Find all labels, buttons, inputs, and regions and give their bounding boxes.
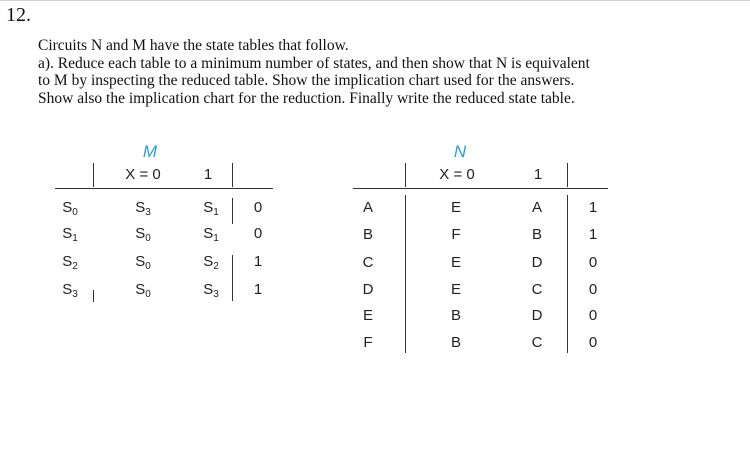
table-m-header-divider — [93, 163, 94, 187]
table-n-state: E — [362, 307, 373, 324]
table-m-state: $S_0$ — [62, 199, 78, 218]
table-n-next-x1: D — [531, 307, 543, 324]
table-m-next-x1: $S_3$ — [203, 281, 219, 300]
table-n-state: C — [362, 254, 374, 271]
table-n-state-divider — [405, 195, 406, 353]
intro-line: Circuits N and M have the state tables that follow. — [38, 37, 349, 54]
table-m-output: 1 — [253, 281, 263, 298]
table-n-next-x0: E — [450, 254, 461, 271]
table-n-header-x1: 1 — [533, 166, 543, 183]
table-m-state: $S_3$ — [62, 281, 78, 300]
instruction-line: to M by inspecting the reduced table. Show the implication chart used for the answers. — [38, 72, 575, 89]
table-n-state: B — [362, 226, 373, 243]
table-m-next-x1: $S_1$ — [203, 225, 219, 244]
table-n-next-x1: C — [531, 281, 543, 298]
table-m-output: 1 — [253, 253, 263, 270]
table-m-title: M — [142, 142, 158, 161]
table-m-state: $S_2$ — [62, 253, 78, 272]
table-n-next-x0: B — [450, 307, 461, 324]
table-n-next-x1: D — [531, 254, 543, 271]
table-n-output: 0 — [588, 334, 598, 351]
table-n-next-x0: F — [451, 226, 461, 243]
table-m-header-x1: 1 — [203, 166, 213, 183]
table-m-header-x0: X = 0 — [125, 166, 161, 183]
table-m-header-rule — [55, 188, 273, 189]
table-m-next-x0: $S_0$ — [135, 253, 151, 272]
table-n-output: 0 — [588, 254, 598, 271]
table-n-output: 0 — [588, 307, 598, 324]
instruction-line: a). Reduce each table to a minimum number of states, and then show that N is equivalent — [38, 54, 590, 72]
table-m-next-x1: $S_1$ — [203, 199, 219, 218]
table-n-state: A — [362, 199, 373, 216]
instruction-line: Show also the implication chart for the reduction. Finally write the reduced state table. — [38, 89, 575, 107]
table-m-next-x0: $S_0$ — [135, 281, 151, 300]
table-n-next-x1: B — [531, 226, 542, 243]
table-n-header-rule — [353, 188, 608, 189]
table-n-next-x0: E — [450, 281, 461, 298]
table-n-header-x0: X = 0 — [439, 166, 475, 183]
table-m-output: 0 — [253, 199, 263, 216]
table-n-title: N — [453, 142, 467, 161]
table-m-next-x0: $S_0$ — [135, 225, 151, 244]
table-m-output: 0 — [253, 225, 263, 242]
top-divider — [0, 0, 750, 1]
question-number: 12. — [6, 4, 31, 26]
table-n-next-x0: E — [450, 199, 461, 216]
table-m-next-x0: $S_3$ — [135, 199, 151, 218]
table-n-state: F — [363, 334, 373, 351]
table-n-output: 1 — [588, 226, 598, 243]
table-n-output: 0 — [588, 281, 598, 298]
table-n-header-divider — [405, 163, 406, 187]
table-m-output-divider — [232, 198, 233, 224]
table-n-next-x0: B — [450, 334, 461, 351]
table-n-output-divider — [567, 195, 568, 353]
table-n-output: 1 — [588, 199, 598, 216]
table-m-header-divider — [232, 163, 233, 187]
table-n-next-x1: C — [531, 334, 543, 351]
table-m-state: $S_1$ — [62, 225, 78, 244]
question-text — [38, 37, 743, 107]
table-n-header-divider — [567, 163, 568, 187]
table-m-next-x1: $S_2$ — [203, 253, 219, 272]
table-m-output-divider — [232, 255, 233, 301]
table-n-state: D — [362, 281, 374, 298]
table-n-next-x1: A — [531, 199, 542, 216]
table-m-state-divider — [93, 290, 94, 302]
